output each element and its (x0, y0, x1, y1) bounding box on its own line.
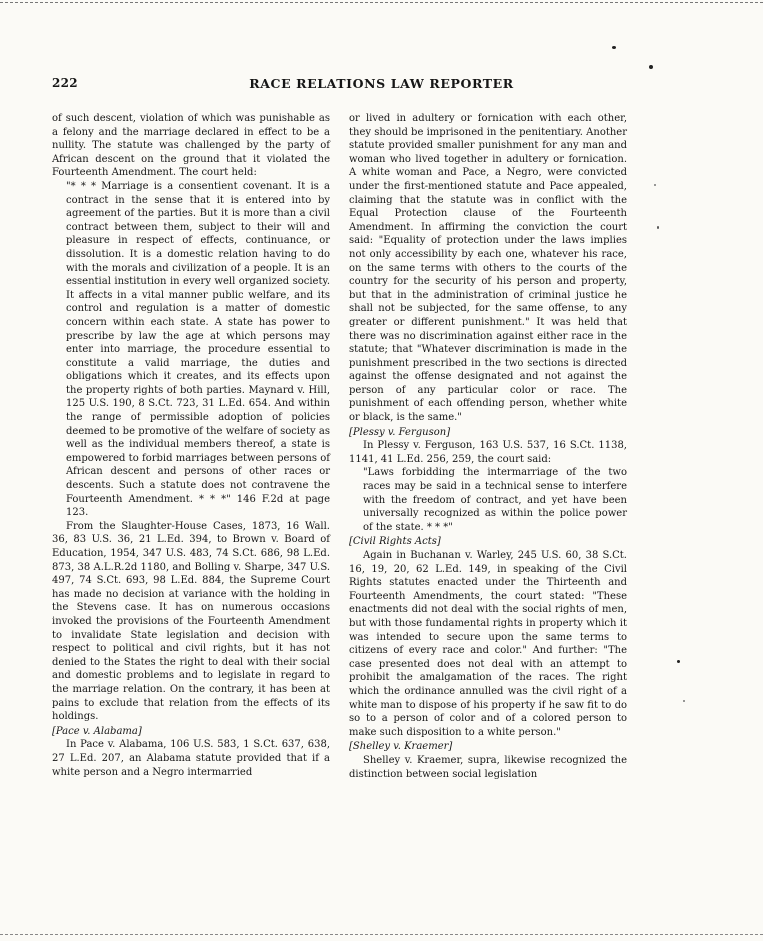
scan-speck (683, 700, 685, 702)
paragraph: In Pace v. Alabama, 106 U.S. 583, 1 S.Ct. 637, 638, 27 L.Ed. 207, an Alabama statute provided that if a white person and a Negro intermarried (52, 739, 330, 778)
scan-speck (677, 660, 680, 663)
right-column (349, 112, 627, 781)
paragraph: Again in Buchanan v. Warley, 245 U.S. 60, 38 S.Ct. 16, 19, 20, 62 L.Ed. 149, in speaking of the Civil Rights statutes enacted under the Thirteenth and Fourteenth Amendments, the court stated: "These enactments did not deal with the social rights of men, but with those fundamental rights in property which it was intended to secure upon the same terms to citizens of every race and color." And further: "The case presented does not deal with an attempt to prohibit the amalgamation of the races. The right which the ordinance annulled was the civil right of a white man to dispose of his property if he saw fit to do so to a person of color and of a colored person to make such disposition to a white person." (349, 550, 627, 738)
scan-top-edge (0, 2, 763, 3)
paragraph: From the Slaughter-House Cases, 1873, 16 Wall. 36, 83 U.S. 36, 21 L.Ed. 394, to Brown v. Board of Education, 1954, 347 U.S. 483, 74 S.Ct. 686, 98 L.Ed. 873, 38 A.L.R.2d 1180, and Bolling v. Sharpe, 347 U.S. 497, 74 S.Ct. 693, 98 L.Ed. 884, the Supreme Court has made no decision at variance with the holding in the Stevens case. It has on numerous occasions invoked the provisions of the Fourteenth Amendment to invalidate State legislation and decision with respect to political and civil rights, but it has not denied to the States the right to deal with their social and domestic problems and to legislate in regard to the marriage relation. On the contrary, it has been at pains to exclude that relation from the effects of its holdings. (52, 520, 330, 723)
page-number: 222 (52, 76, 78, 90)
scan-speck (657, 226, 659, 229)
scan-speck (612, 46, 616, 49)
running-head: RACE RELATIONS LAW REPORTER (249, 76, 514, 91)
case-heading-name: Shelley v. Kraemer (352, 741, 449, 753)
scan-bottom-edge (0, 934, 763, 935)
left-column (52, 112, 330, 779)
case-heading-name: Plessy v. Ferguson (352, 426, 447, 438)
paragraph: In Plessy v. Ferguson, 163 U.S. 537, 16 S.Ct. 1138, 1141, 41 L.Ed. 256, 259, the court said: (349, 440, 627, 465)
block-quote: "* * * Marriage is a consentient covenant. It is a contract in the sense that it is entered into by agreement of the parties. But it is more than a civil contract between them, subject to their will and pleasure in respect of effects, continuance, or dissolution. It is a domestic relation having to do with the morals and civilization of a people. It is an essential institution in every well organized society. It affects in a vital manner public welfare, and its control and regulation is a matter of domestic concern within each state. A state has power to prescribe by law the age at which persons may enter into marriage, the procedure essential to constitute a valid marriage, the duties and obligations which it creates, and its effects upon the property rights of both parties. Maynard v. Hill, 125 U.S. 190, 8 S.Ct. 723, 31 L.Ed. 654. And within the range of permissible adoption of policies deemed to be promotive of the welfare of society as well as the individual members thereof, a state is empowered to forbid marriages between persons of African descent and persons of other races or descents. Such a statute does not contravene the Fourteenth Amendment. * * *" 146 F.2d at page 123. (66, 180, 330, 519)
scan-speck (654, 184, 656, 186)
case-heading: [Plessy v. Ferguson] (349, 426, 451, 438)
case-heading-name: Civil Rights Acts (352, 536, 437, 548)
scan-speck (649, 65, 653, 69)
case-heading: [Pace v. Alabama] (52, 725, 142, 737)
case-heading: [Shelley v. Kraemer] (349, 741, 453, 753)
case-heading-name: Pace v. Alabama (55, 725, 138, 737)
paragraph: Shelley v. Kraemer, supra, likewise recognized the distinction between social legislation (349, 754, 627, 780)
paragraph: or lived in adultery or fornication with each other, they should be imprisoned in the penitentiary. Another statute provided smaller punishment for any man and woman who lived together in adultery or fornication. A white woman and Pace, a Negro, were convicted under the first-mentioned statute and Pace appealed, claiming that the statute was in conflict with the Equal Protection clause of the Fourteenth Amendment. In affirming the conviction the court said: "Equality of protection under the laws implies not only accessibility by each one, whatever his race, on the same terms with others to the courts of the country for the security of his person and property, but that in the administration of criminal justice he shall not be subjected, for the same offense, to any greater or different punishment." It was held that there was no discrimination against either race in the statute; that "Whatever discrimination is made in the punishment prescribed in the two sections is directed against the offense designated and not against the person of any particular color or race. The punishment of each offending person, whether white or black, is the same." (349, 113, 627, 424)
block-quote: "Laws forbidding the intermarriage of the two races may be said in a technical sense to interfere with the freedom of contract, and yet have been universally recognized as within the police power of the state. * * *" (363, 467, 627, 533)
paragraph: of such descent, violation of which was punishable as a felony and the marriage declared in effect to be a nullity. The statute was challenged by the party of African descent on the ground that it violated the Fourteenth Amendment. The court held: (52, 113, 330, 179)
case-heading: [Civil Rights Acts] (349, 536, 441, 548)
